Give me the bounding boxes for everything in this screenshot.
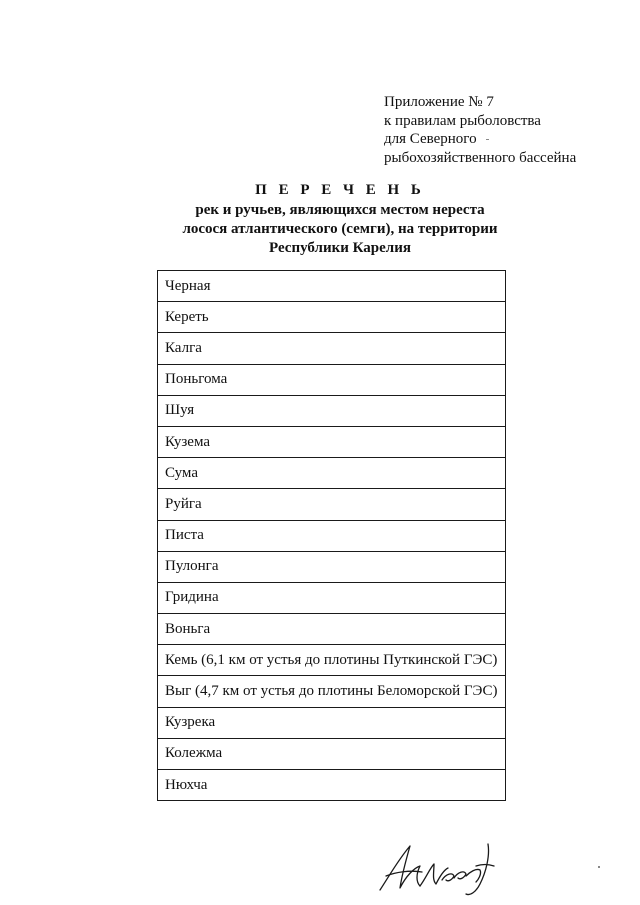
river-name-cell: Кузрека	[158, 707, 506, 738]
river-name-cell: Колежма	[158, 738, 506, 769]
handwritten-signature	[376, 838, 506, 898]
document-title: П Е Р Е Ч Е Н Ь	[255, 182, 425, 198]
table-row	[158, 426, 506, 457]
appendix-block	[384, 93, 576, 167]
table-row	[158, 520, 506, 551]
table-row	[158, 458, 506, 489]
document-heading	[120, 181, 560, 258]
table-row	[158, 582, 506, 613]
table-row	[158, 645, 506, 676]
table-row	[158, 395, 506, 426]
river-name-cell: Сума	[158, 458, 506, 489]
scan-speck	[486, 139, 489, 140]
table-row	[158, 738, 506, 769]
appendix-line-basin: рыбохозяйственного бассейна	[384, 149, 577, 166]
heading-line-2: лосося атлантического (семги), на территории	[182, 221, 498, 237]
river-name-cell: Кереть	[158, 302, 506, 333]
table-row	[158, 770, 506, 801]
river-name-cell: Калга	[158, 333, 506, 364]
river-name-cell: Кузема	[158, 426, 506, 457]
river-name-cell: Поньгома	[158, 364, 506, 395]
table-row	[158, 614, 506, 645]
heading-line-3: Республики Карелия	[269, 240, 411, 256]
river-name-cell: Шуя	[158, 395, 506, 426]
river-name-cell: Писта	[158, 520, 506, 551]
river-name-cell: Черная	[158, 271, 506, 302]
river-name-cell: Кемь (6,1 км от устья до плотины Путкинской ГЭС)	[158, 645, 506, 676]
table-row	[158, 489, 506, 520]
heading-line-1: рек и ручьев, являющихся местом нереста	[195, 202, 485, 218]
table-row	[158, 551, 506, 582]
river-name-cell: Гридина	[158, 582, 506, 613]
appendix-line-number: Приложение № 7	[384, 94, 494, 110]
river-name-cell: Руйга	[158, 489, 506, 520]
table-row	[158, 676, 506, 707]
table-row	[158, 707, 506, 738]
appendix-line-rules: к правилам рыболовства	[384, 112, 541, 129]
scan-speck	[598, 866, 600, 868]
rivers-table	[157, 270, 506, 801]
table-row	[158, 271, 506, 302]
river-name-cell: Пулонга	[158, 551, 506, 582]
river-name-cell: Нюхча	[158, 770, 506, 801]
appendix-line-region: для Северного	[384, 131, 477, 147]
table-row	[158, 364, 506, 395]
table-row	[158, 333, 506, 364]
river-name-cell: Выг (4,7 км от устья до плотины Беломорской ГЭС)	[158, 676, 506, 707]
table-row	[158, 302, 506, 333]
river-name-cell: Воньга	[158, 614, 506, 645]
